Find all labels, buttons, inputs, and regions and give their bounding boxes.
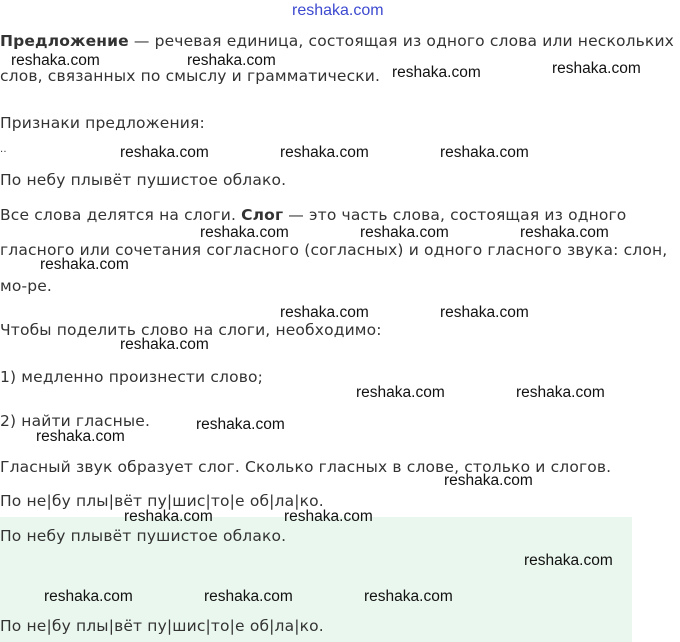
- watermark: reshaka.com: [124, 508, 213, 525]
- watermark: reshaka.com: [120, 336, 209, 353]
- definition-line-2: слов, связанных по смыслу и грамматически.: [0, 67, 381, 85]
- answer-split: По не|бу плы|вёт пу|шис|то|е об|ла|ко.: [0, 617, 324, 635]
- syllables-text: — это часть слова, состоящая из одного: [283, 206, 627, 224]
- split-sentence: По не|бу плы|вёт пу|шис|то|е об|ла|ко.: [0, 492, 324, 510]
- watermark: reshaka.com: [440, 144, 529, 161]
- watermark: reshaka.com: [520, 224, 609, 241]
- syllables-line-1: [0, 205, 626, 225]
- watermark: reshaka.com: [284, 508, 373, 525]
- watermark: reshaka.com: [196, 416, 285, 433]
- watermark: reshaka.com: [280, 144, 369, 161]
- step-1: 1) медленно произнести слово;: [0, 368, 263, 386]
- watermark: reshaka.com: [44, 588, 133, 605]
- definition-text: — речевая единица, состоящая из одного слова или нескольких: [128, 32, 674, 50]
- watermark: reshaka.com: [444, 472, 533, 489]
- rule-text: Гласный звук образует слог. Сколько гласных в слове, столько и слогов.: [0, 458, 612, 476]
- syllables-term: Слог: [241, 206, 284, 224]
- watermark: reshaka.com: [524, 552, 613, 569]
- definition-line-1: [0, 31, 674, 51]
- watermark: reshaka.com: [360, 224, 449, 241]
- signs-heading: Признаки предложения:: [0, 114, 205, 132]
- watermark: reshaka.com: [204, 588, 293, 605]
- dots-marker: ..: [0, 144, 7, 155]
- watermark: reshaka.com: [392, 64, 481, 81]
- watermark: reshaka.com: [120, 144, 209, 161]
- definition-term: Предложение: [0, 32, 129, 50]
- watermark: reshaka.com: [40, 256, 129, 273]
- answer-sentence: По небу плывёт пушистое облако.: [0, 527, 287, 545]
- watermark: reshaka.com: [552, 60, 641, 77]
- watermark: reshaka.com: [187, 52, 276, 69]
- syllables-line-2: гласного или сочетания согласного (согласных) и одного гласного звука: слон,: [0, 241, 668, 259]
- watermark: reshaka.com: [36, 428, 125, 445]
- watermark: reshaka.com: [516, 384, 605, 401]
- watermark: reshaka.com: [200, 224, 289, 241]
- watermark: reshaka.com: [364, 588, 453, 605]
- watermark: reshaka.com: [280, 304, 369, 321]
- step-2: 2) найти гласные.: [0, 412, 151, 430]
- watermark: reshaka.com: [440, 304, 529, 321]
- watermark: reshaka.com: [11, 52, 100, 69]
- steps-heading: Чтобы поделить слово на слоги, необходимо:: [0, 321, 382, 339]
- syllables-lead: Все слова делятся на слоги.: [0, 206, 242, 224]
- syllables-line-3: мо-ре.: [0, 277, 52, 295]
- example-sentence: По небу плывёт пушистое облако.: [0, 171, 287, 189]
- site-watermark-top: reshaka.com: [292, 2, 384, 19]
- watermark: reshaka.com: [356, 384, 445, 401]
